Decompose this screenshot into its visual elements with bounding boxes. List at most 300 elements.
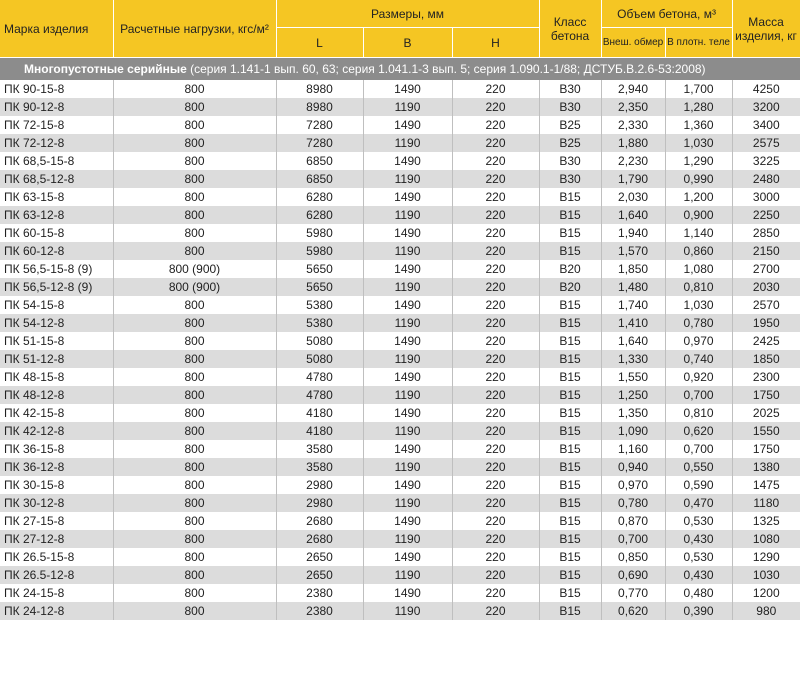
table-row <box>0 386 800 404</box>
cell-width: 1190 <box>363 206 452 224</box>
cell-width: 1190 <box>363 278 452 296</box>
cell-volume-outer: 2,330 <box>601 116 665 134</box>
cell-width: 1490 <box>363 440 452 458</box>
cell-height: 220 <box>452 512 539 530</box>
cell-load: 800 <box>113 170 276 188</box>
cell-length: 6850 <box>276 170 363 188</box>
header-dim-b: B <box>363 28 452 58</box>
header-mark: Марка изделия <box>0 0 113 58</box>
cell-width: 1190 <box>363 530 452 548</box>
cell-load: 800 <box>113 422 276 440</box>
group-caption <box>0 58 800 81</box>
cell-concrete-class: B15 <box>539 368 601 386</box>
cell-width: 1190 <box>363 458 452 476</box>
cell-height: 220 <box>452 602 539 620</box>
table-row <box>0 116 800 134</box>
cell-height: 220 <box>452 224 539 242</box>
cell-width: 1190 <box>363 98 452 116</box>
header-dim-l: L <box>276 28 363 58</box>
cell-load: 800 <box>113 512 276 530</box>
cell-length: 2980 <box>276 494 363 512</box>
cell-height: 220 <box>452 476 539 494</box>
cell-volume-dense: 0,810 <box>665 404 732 422</box>
cell-load: 800 <box>113 116 276 134</box>
cell-length: 2650 <box>276 566 363 584</box>
cell-mass: 2480 <box>732 170 800 188</box>
cell-height: 220 <box>452 440 539 458</box>
cell-volume-dense: 0,900 <box>665 206 732 224</box>
cell-mass: 2425 <box>732 332 800 350</box>
cell-volume-outer: 1,640 <box>601 332 665 350</box>
cell-height: 220 <box>452 314 539 332</box>
cell-volume-dense: 0,700 <box>665 386 732 404</box>
cell-load: 800 <box>113 314 276 332</box>
cell-mark: ПК 26.5-12-8 <box>0 566 113 584</box>
cell-volume-dense: 0,860 <box>665 242 732 260</box>
cell-width: 1490 <box>363 260 452 278</box>
cell-concrete-class: B15 <box>539 314 601 332</box>
cell-height: 220 <box>452 98 539 116</box>
cell-volume-outer: 1,160 <box>601 440 665 458</box>
cell-mark: ПК 30-15-8 <box>0 476 113 494</box>
cell-volume-outer: 1,330 <box>601 350 665 368</box>
cell-height: 220 <box>452 458 539 476</box>
cell-load: 800 <box>113 386 276 404</box>
cell-mass: 1750 <box>732 440 800 458</box>
cell-load: 800 <box>113 368 276 386</box>
table-row <box>0 350 800 368</box>
table-row <box>0 170 800 188</box>
cell-volume-outer: 1,550 <box>601 368 665 386</box>
cell-load: 800 <box>113 440 276 458</box>
cell-volume-dense: 1,280 <box>665 98 732 116</box>
cell-volume-dense: 0,550 <box>665 458 732 476</box>
cell-height: 220 <box>452 350 539 368</box>
cell-mass: 2300 <box>732 368 800 386</box>
cell-mass: 3225 <box>732 152 800 170</box>
table-row <box>0 260 800 278</box>
cell-concrete-class: B15 <box>539 242 601 260</box>
cell-length: 2380 <box>276 584 363 602</box>
cell-mass: 980 <box>732 602 800 620</box>
table-row <box>0 206 800 224</box>
cell-volume-dense: 1,080 <box>665 260 732 278</box>
cell-volume-outer: 0,780 <box>601 494 665 512</box>
cell-concrete-class: B30 <box>539 98 601 116</box>
cell-volume-outer: 0,850 <box>601 548 665 566</box>
header-mass: Масса изделия, кг <box>732 0 800 58</box>
cell-volume-dense: 0,470 <box>665 494 732 512</box>
cell-load: 800 <box>113 80 276 98</box>
cell-height: 220 <box>452 278 539 296</box>
table-row <box>0 332 800 350</box>
cell-volume-outer: 1,880 <box>601 134 665 152</box>
cell-mark: ПК 48-12-8 <box>0 386 113 404</box>
cell-height: 220 <box>452 116 539 134</box>
cell-height: 220 <box>452 296 539 314</box>
table-row <box>0 512 800 530</box>
cell-height: 220 <box>452 134 539 152</box>
cell-width: 1190 <box>363 314 452 332</box>
cell-length: 5650 <box>276 260 363 278</box>
cell-height: 220 <box>452 188 539 206</box>
cell-mark: ПК 54-15-8 <box>0 296 113 314</box>
cell-mark: ПК 51-12-8 <box>0 350 113 368</box>
cell-volume-outer: 1,640 <box>601 206 665 224</box>
cell-concrete-class: B15 <box>539 476 601 494</box>
cell-mass: 2250 <box>732 206 800 224</box>
cell-concrete-class: B20 <box>539 278 601 296</box>
cell-load: 800 <box>113 188 276 206</box>
cell-volume-outer: 0,870 <box>601 512 665 530</box>
cell-concrete-class: B15 <box>539 188 601 206</box>
cell-load: 800 <box>113 134 276 152</box>
cell-mass: 1080 <box>732 530 800 548</box>
cell-mark: ПК 36-15-8 <box>0 440 113 458</box>
cell-width: 1190 <box>363 386 452 404</box>
cell-volume-outer: 2,230 <box>601 152 665 170</box>
cell-mark: ПК 72-15-8 <box>0 116 113 134</box>
cell-volume-dense: 0,920 <box>665 368 732 386</box>
cell-concrete-class: B15 <box>539 602 601 620</box>
cell-volume-dense: 0,700 <box>665 440 732 458</box>
cell-length: 5380 <box>276 296 363 314</box>
cell-mass: 3000 <box>732 188 800 206</box>
table-row <box>0 530 800 548</box>
cell-volume-dense: 0,430 <box>665 566 732 584</box>
cell-concrete-class: B15 <box>539 440 601 458</box>
cell-volume-dense: 1,030 <box>665 134 732 152</box>
table-row <box>0 224 800 242</box>
cell-mark: ПК 90-12-8 <box>0 98 113 116</box>
cell-volume-outer: 2,030 <box>601 188 665 206</box>
cell-mass: 1200 <box>732 584 800 602</box>
cell-mark: ПК 72-12-8 <box>0 134 113 152</box>
cell-mass: 1030 <box>732 566 800 584</box>
cell-concrete-class: B15 <box>539 404 601 422</box>
cell-volume-outer: 1,350 <box>601 404 665 422</box>
table-row <box>0 476 800 494</box>
cell-concrete-class: B15 <box>539 296 601 314</box>
cell-volume-dense: 0,590 <box>665 476 732 494</box>
header-vol-outer: Внеш. обмер <box>601 28 665 58</box>
table-row <box>0 188 800 206</box>
cell-mass: 1380 <box>732 458 800 476</box>
cell-volume-outer: 1,090 <box>601 422 665 440</box>
cell-height: 220 <box>452 584 539 602</box>
cell-width: 1490 <box>363 476 452 494</box>
cell-load: 800 (900) <box>113 278 276 296</box>
header-volume: Объем бетона, м³ <box>601 0 732 28</box>
cell-length: 2380 <box>276 602 363 620</box>
cell-width: 1490 <box>363 404 452 422</box>
cell-volume-dense: 0,390 <box>665 602 732 620</box>
cell-load: 800 <box>113 296 276 314</box>
table-row <box>0 314 800 332</box>
cell-load: 800 <box>113 530 276 548</box>
cell-concrete-class: B15 <box>539 224 601 242</box>
cell-mark: ПК 48-15-8 <box>0 368 113 386</box>
cell-volume-outer: 1,940 <box>601 224 665 242</box>
cell-width: 1490 <box>363 332 452 350</box>
cell-concrete-class: B15 <box>539 548 601 566</box>
cell-volume-dense: 0,970 <box>665 332 732 350</box>
cell-width: 1490 <box>363 116 452 134</box>
cell-height: 220 <box>452 422 539 440</box>
cell-mark: ПК 68,5-12-8 <box>0 170 113 188</box>
table-row <box>0 368 800 386</box>
cell-volume-dense: 0,530 <box>665 548 732 566</box>
cell-volume-dense: 0,740 <box>665 350 732 368</box>
cell-mark: ПК 27-12-8 <box>0 530 113 548</box>
cell-length: 8980 <box>276 80 363 98</box>
cell-concrete-class: B30 <box>539 170 601 188</box>
cell-mass: 2570 <box>732 296 800 314</box>
cell-mark: ПК 24-12-8 <box>0 602 113 620</box>
cell-width: 1490 <box>363 584 452 602</box>
cell-mark: ПК 24-15-8 <box>0 584 113 602</box>
cell-volume-outer: 0,620 <box>601 602 665 620</box>
table-row <box>0 98 800 116</box>
cell-volume-dense: 0,810 <box>665 278 732 296</box>
cell-volume-outer: 0,770 <box>601 584 665 602</box>
cell-concrete-class: B30 <box>539 80 601 98</box>
header-concrete-class: Класс бетона <box>539 0 601 58</box>
cell-load: 800 <box>113 584 276 602</box>
cell-mark: ПК 27-15-8 <box>0 512 113 530</box>
cell-length: 4780 <box>276 386 363 404</box>
table-row <box>0 440 800 458</box>
cell-volume-dense: 1,360 <box>665 116 732 134</box>
cell-mark: ПК 90-15-8 <box>0 80 113 98</box>
cell-mark: ПК 60-12-8 <box>0 242 113 260</box>
cell-length: 2980 <box>276 476 363 494</box>
cell-mark: ПК 56,5-15-8 (9) <box>0 260 113 278</box>
cell-height: 220 <box>452 332 539 350</box>
cell-concrete-class: B20 <box>539 260 601 278</box>
cell-concrete-class: B15 <box>539 206 601 224</box>
cell-volume-dense: 0,430 <box>665 530 732 548</box>
table-row <box>0 566 800 584</box>
cell-mass: 3200 <box>732 98 800 116</box>
cell-width: 1490 <box>363 548 452 566</box>
cell-load: 800 <box>113 566 276 584</box>
table-row <box>0 278 800 296</box>
cell-volume-dense: 1,700 <box>665 80 732 98</box>
cell-mass: 4250 <box>732 80 800 98</box>
cell-length: 2650 <box>276 548 363 566</box>
cell-mass: 1850 <box>732 350 800 368</box>
cell-volume-dense: 1,140 <box>665 224 732 242</box>
header-dim-h: H <box>452 28 539 58</box>
cell-height: 220 <box>452 170 539 188</box>
cell-length: 2680 <box>276 530 363 548</box>
cell-concrete-class: B15 <box>539 584 601 602</box>
cell-length: 3580 <box>276 458 363 476</box>
cell-concrete-class: B15 <box>539 458 601 476</box>
cell-concrete-class: B15 <box>539 350 601 368</box>
cell-length: 3580 <box>276 440 363 458</box>
cell-volume-outer: 1,410 <box>601 314 665 332</box>
cell-length: 5080 <box>276 350 363 368</box>
cell-length: 6280 <box>276 188 363 206</box>
cell-concrete-class: B30 <box>539 152 601 170</box>
header-load: Расчетные нагрузки, кгс/м² <box>113 0 276 58</box>
cell-load: 800 <box>113 458 276 476</box>
cell-mark: ПК 56,5-12-8 (9) <box>0 278 113 296</box>
cell-mark: ПК 68,5-15-8 <box>0 152 113 170</box>
cell-length: 2680 <box>276 512 363 530</box>
cell-length: 5080 <box>276 332 363 350</box>
cell-load: 800 <box>113 242 276 260</box>
cell-length: 6850 <box>276 152 363 170</box>
cell-width: 1190 <box>363 350 452 368</box>
cell-height: 220 <box>452 368 539 386</box>
cell-load: 800 <box>113 602 276 620</box>
cell-volume-dense: 0,990 <box>665 170 732 188</box>
group-row <box>0 58 800 81</box>
table-row <box>0 134 800 152</box>
cell-height: 220 <box>452 152 539 170</box>
cell-volume-outer: 1,250 <box>601 386 665 404</box>
cell-concrete-class: B15 <box>539 512 601 530</box>
table-row <box>0 296 800 314</box>
cell-concrete-class: B25 <box>539 116 601 134</box>
cell-width: 1490 <box>363 188 452 206</box>
cell-length: 5650 <box>276 278 363 296</box>
header-dims: Размеры, мм <box>276 0 539 28</box>
cell-height: 220 <box>452 206 539 224</box>
cell-volume-outer: 0,940 <box>601 458 665 476</box>
cell-volume-dense: 1,200 <box>665 188 732 206</box>
cell-width: 1190 <box>363 422 452 440</box>
cell-width: 1490 <box>363 368 452 386</box>
cell-mass: 1950 <box>732 314 800 332</box>
cell-width: 1190 <box>363 494 452 512</box>
table-row <box>0 404 800 422</box>
cell-volume-outer: 0,700 <box>601 530 665 548</box>
table-header <box>0 0 800 58</box>
table-body <box>0 80 800 620</box>
cell-length: 4780 <box>276 368 363 386</box>
cell-mass: 2025 <box>732 404 800 422</box>
cell-length: 5980 <box>276 242 363 260</box>
cell-concrete-class: B25 <box>539 134 601 152</box>
cell-length: 7280 <box>276 134 363 152</box>
cell-mark: ПК 42-12-8 <box>0 422 113 440</box>
cell-height: 220 <box>452 494 539 512</box>
cell-volume-outer: 1,740 <box>601 296 665 314</box>
table-row <box>0 494 800 512</box>
cell-width: 1190 <box>363 170 452 188</box>
cell-mass: 1180 <box>732 494 800 512</box>
cell-width: 1190 <box>363 602 452 620</box>
cell-length: 6280 <box>276 206 363 224</box>
cell-load: 800 <box>113 224 276 242</box>
cell-load: 800 <box>113 152 276 170</box>
cell-mass: 2150 <box>732 242 800 260</box>
cell-volume-dense: 1,290 <box>665 152 732 170</box>
cell-mass: 2575 <box>732 134 800 152</box>
table-row <box>0 548 800 566</box>
cell-height: 220 <box>452 548 539 566</box>
cell-width: 1490 <box>363 224 452 242</box>
cell-length: 5380 <box>276 314 363 332</box>
cell-volume-outer: 1,570 <box>601 242 665 260</box>
cell-concrete-class: B15 <box>539 386 601 404</box>
cell-volume-outer: 2,350 <box>601 98 665 116</box>
cell-load: 800 <box>113 494 276 512</box>
table-row <box>0 422 800 440</box>
cell-length: 7280 <box>276 116 363 134</box>
cell-height: 220 <box>452 80 539 98</box>
cell-height: 220 <box>452 530 539 548</box>
cell-mark: ПК 30-12-8 <box>0 494 113 512</box>
table-row <box>0 584 800 602</box>
table-row <box>0 602 800 620</box>
cell-mark: ПК 26.5-15-8 <box>0 548 113 566</box>
cell-width: 1190 <box>363 566 452 584</box>
cell-concrete-class: B15 <box>539 494 601 512</box>
cell-mark: ПК 36-12-8 <box>0 458 113 476</box>
cell-mark: ПК 42-15-8 <box>0 404 113 422</box>
cell-mark: ПК 54-12-8 <box>0 314 113 332</box>
cell-volume-outer: 1,790 <box>601 170 665 188</box>
cell-mass: 1475 <box>732 476 800 494</box>
cell-mark: ПК 60-15-8 <box>0 224 113 242</box>
cell-mass: 2850 <box>732 224 800 242</box>
cell-width: 1490 <box>363 296 452 314</box>
cell-load: 800 <box>113 350 276 368</box>
cell-concrete-class: B15 <box>539 566 601 584</box>
cell-load: 800 <box>113 332 276 350</box>
cell-load: 800 <box>113 404 276 422</box>
cell-volume-outer: 2,940 <box>601 80 665 98</box>
cell-volume-dense: 0,480 <box>665 584 732 602</box>
cell-load: 800 <box>113 476 276 494</box>
cell-width: 1490 <box>363 152 452 170</box>
cell-concrete-class: B15 <box>539 530 601 548</box>
cell-load: 800 (900) <box>113 260 276 278</box>
table-row <box>0 458 800 476</box>
cell-mass: 3400 <box>732 116 800 134</box>
table-row <box>0 80 800 98</box>
cell-width: 1490 <box>363 512 452 530</box>
table-row <box>0 242 800 260</box>
cell-mass: 2030 <box>732 278 800 296</box>
cell-mass: 1750 <box>732 386 800 404</box>
group-note: (серия 1.141-1 вып. 60, 63; серия 1.041.1-3 вып. 5; серия 1.090.1-1/88; ДСТУБ.В.2.6-53:2008) <box>186 62 706 76</box>
cell-mass: 1290 <box>732 548 800 566</box>
cell-volume-dense: 0,780 <box>665 314 732 332</box>
cell-length: 8980 <box>276 98 363 116</box>
cell-load: 800 <box>113 206 276 224</box>
header-vol-dense: В плотн. теле <box>665 28 732 58</box>
cell-mass: 2700 <box>732 260 800 278</box>
cell-volume-outer: 1,480 <box>601 278 665 296</box>
cell-volume-outer: 0,690 <box>601 566 665 584</box>
cell-load: 800 <box>113 548 276 566</box>
cell-mass: 1325 <box>732 512 800 530</box>
cell-width: 1190 <box>363 134 452 152</box>
cell-mass: 1550 <box>732 422 800 440</box>
cell-length: 5980 <box>276 224 363 242</box>
cell-volume-dense: 0,530 <box>665 512 732 530</box>
cell-volume-outer: 1,850 <box>601 260 665 278</box>
cell-concrete-class: B15 <box>539 332 601 350</box>
cell-concrete-class: B15 <box>539 422 601 440</box>
cell-mark: ПК 63-12-8 <box>0 206 113 224</box>
